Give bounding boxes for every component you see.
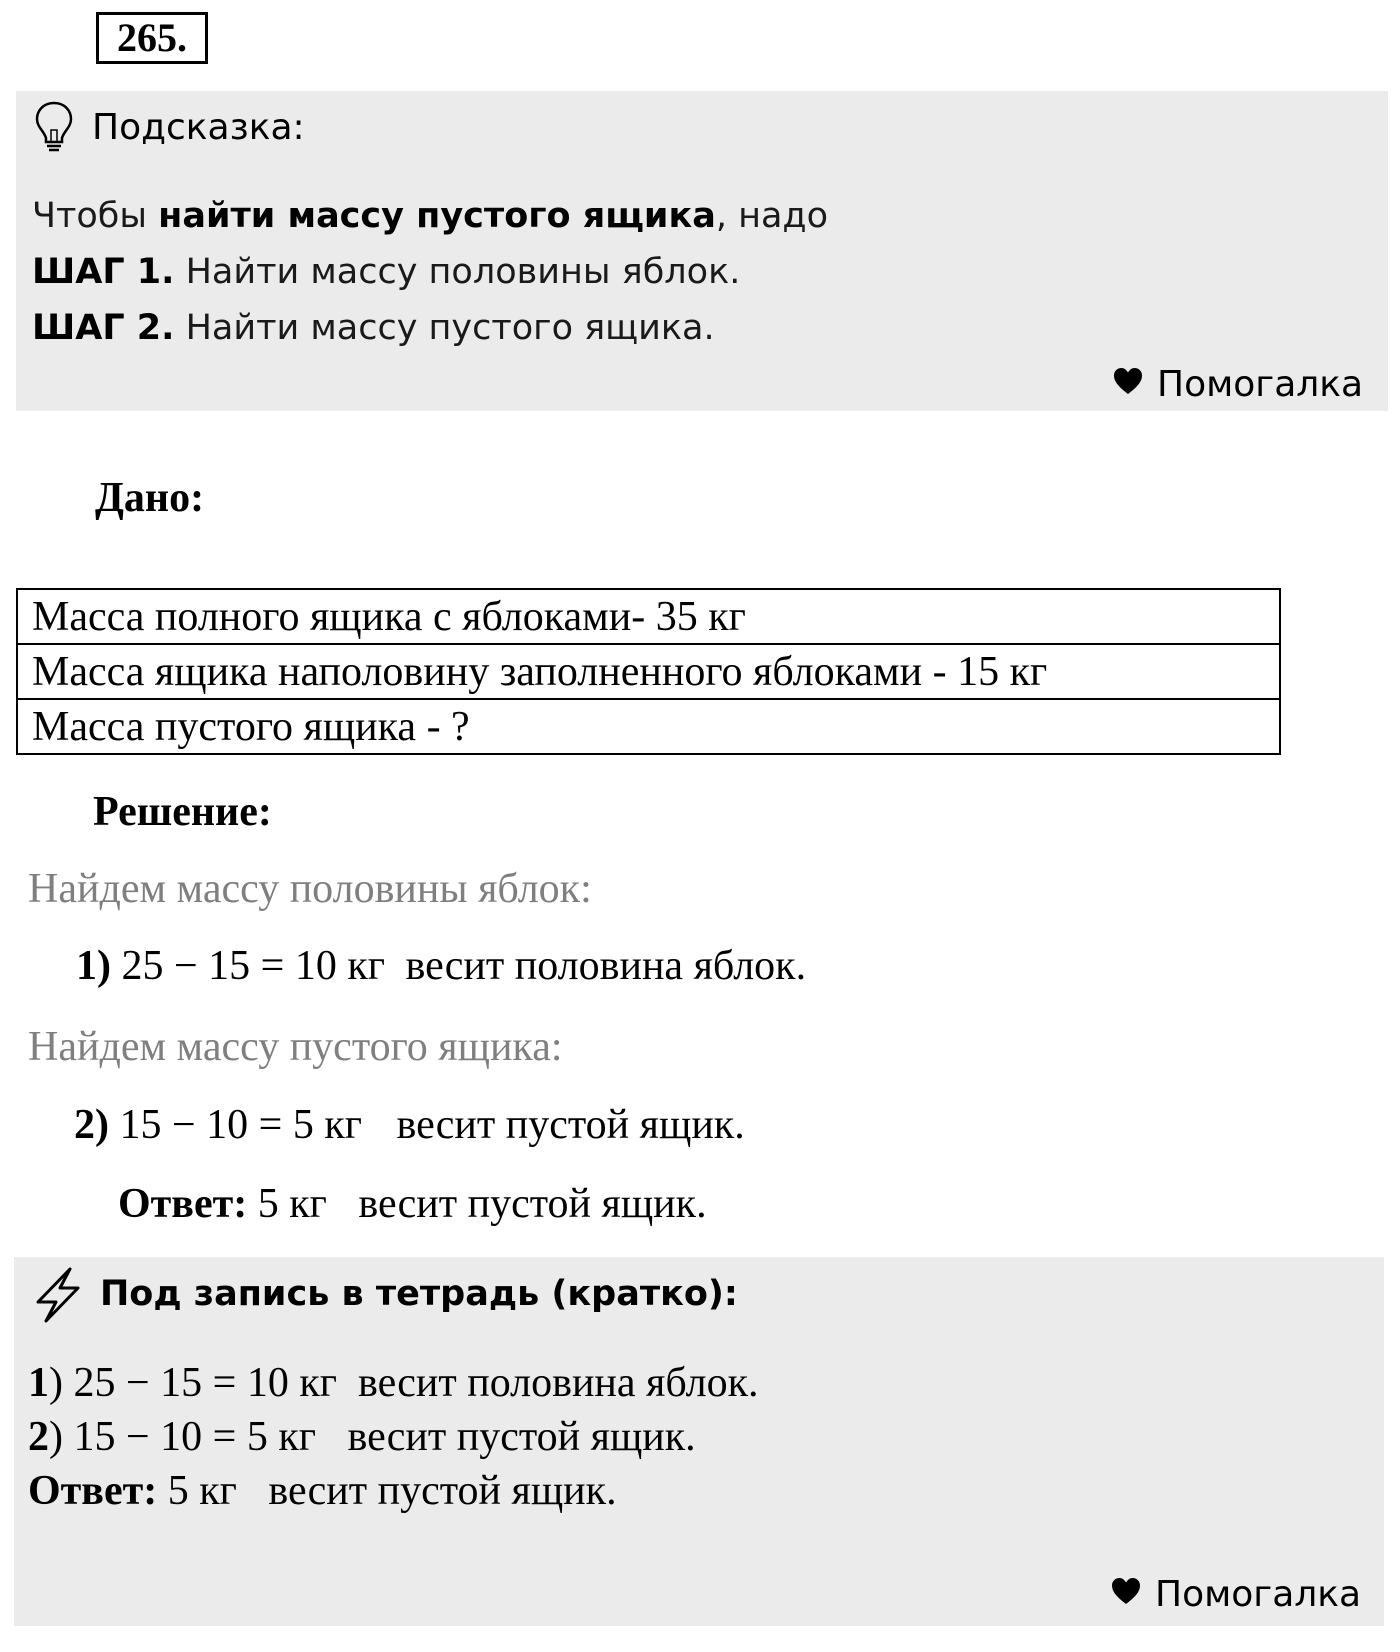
given-table — [16, 588, 1281, 755]
hint-step-1 — [32, 248, 740, 296]
given-row-3: Масса пустого ящика - ? — [17, 699, 1280, 754]
answer-line — [118, 1178, 707, 1230]
task-number: 265. — [96, 12, 208, 64]
table-row — [17, 699, 1280, 754]
lightbulb-icon — [34, 100, 74, 156]
hint-intro-post: , надо — [715, 196, 829, 236]
note-line-1-text: ) 25 − 15 = 10 кг весит половина яблок. — [49, 1360, 759, 1406]
hint-step-1-label: ШАГ 1. — [32, 252, 175, 292]
note-line-2 — [28, 1411, 696, 1463]
hint-intro — [32, 192, 828, 240]
table-row — [17, 589, 1280, 644]
note-line-1-number: 1 — [28, 1360, 49, 1406]
notes-title: Под запись в тетрадь (кратко): — [100, 1274, 738, 1314]
note-answer-text: 5 кг весит пустой ящик. — [157, 1468, 617, 1514]
hint-step-1-text: Найти массу половины яблок. — [174, 252, 741, 292]
step-2-number: 2) — [74, 1102, 109, 1148]
table-row — [17, 644, 1280, 699]
step-1-number: 1) — [76, 943, 111, 989]
hint-intro-bold: найти массу пустого ящика — [158, 196, 716, 236]
step-1-expression: 25 − 15 = 10 кг — [121, 943, 386, 989]
note-answer — [28, 1465, 617, 1517]
step-2-text: весит пустой ящик. — [396, 1102, 745, 1148]
note-line-2-number: 2 — [28, 1414, 49, 1460]
brand-label: Помогалка — [1157, 364, 1364, 405]
lightning-icon — [30, 1266, 86, 1324]
step-1-text: весит половина яблок. — [405, 943, 807, 989]
step-2-expression: 15 − 10 = 5 кг — [119, 1102, 363, 1148]
given-title: Дано: — [95, 475, 205, 521]
note-line-2-text: ) 15 − 10 = 5 кг весит пустой ящик. — [49, 1414, 696, 1460]
answer-text: 5 кг весит пустой ящик. — [257, 1181, 707, 1227]
hint-step-2-label: ШАГ 2. — [32, 308, 175, 348]
heart-icon — [1113, 367, 1143, 395]
note-answer-label: Ответ: — [28, 1468, 158, 1514]
answer-label: Ответ: — [118, 1181, 248, 1227]
brand-label: Помогалка — [1155, 1574, 1362, 1615]
hint-intro-pre: Чтобы — [32, 196, 159, 236]
hint-title: Подсказка: — [92, 107, 305, 148]
step-2-line — [74, 1099, 745, 1151]
step-2-caption: Найдем массу пустого ящика: — [28, 1024, 563, 1070]
hint-step-2 — [32, 304, 715, 352]
hint-step-2-text: Найти массу пустого ящика. — [174, 308, 715, 348]
heart-icon — [1111, 1577, 1141, 1605]
given-row-2: Масса ящика наполовину заполненного яблоками - 15 кг — [17, 644, 1280, 699]
step-1-caption: Найдем массу половины яблок: — [28, 866, 592, 912]
solution-title: Решение: — [93, 789, 272, 835]
given-row-1: Масса полного ящика с яблоками- 35 кг — [17, 589, 1280, 644]
note-line-1 — [28, 1357, 759, 1409]
step-1-line — [76, 940, 806, 992]
